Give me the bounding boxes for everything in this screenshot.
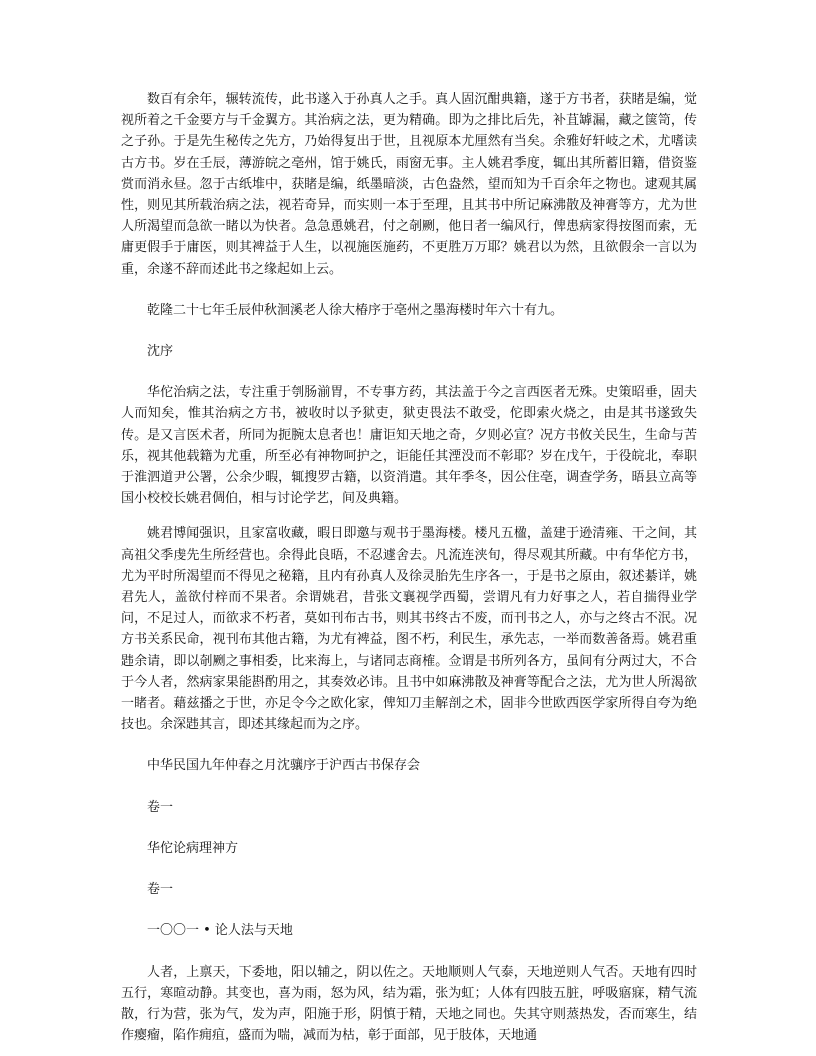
volume-heading: 卷一 [147, 799, 174, 815]
chapter-title: 一〇〇一 • 论人法与天地 [147, 923, 293, 939]
body-paragraph-shen-preface-2: 姚君博闻强识，且家富收藏，暇日即邀与观书于墨海楼。楼凡五楹，盖建于逊清雍、干之间，其高祖父季虔先生所经营也。余得此良晤，不忍遽舍去。凡流连浃旬，得尽观其所藏。中有华佗方书，尤为平时所渴望而不得见之秘籍，且内有孙真人及徐灵胎先生序各一，于是书之原由，叙述綦详，姚君先人，盖欲付梓而不果者。余谓姚君，昔张文襄视学西蜀，尝谓凡有力好事之人，若自揣得业学问，不足过人，而欲求不朽者，莫如刊布古书，则其书终古不废，而刊书之人，亦与之终古不泯。况方书关系民命，视刊布其他古籍，为尤有裨益，图不朽，利民生，承先志，一举而数善备焉。姚君重韪余请，即以剞劂之事相委，比来海上，与诸同志商榷。佥谓是书所列各方，虽间有分两过大，不合于今人者，然病家果能斟酌用之，其奏效必讳。且书中如麻沸散及神膏等配合之法，尤为世人所渴欲一睹者。藉兹播之于世，亦足令今之欧化家，俾知刀圭解剖之术，固非今世欧西医学家所得自夸为绝技也。余深韪其言，即述其缘起而为之序。 [121, 526, 697, 733]
volume-heading-repeat: 卷一 [147, 882, 174, 898]
xu-preface-signature: 乾隆二十七年壬辰仲秋洄溪老人徐大椿序于亳州之墨海楼时年六十有九。 [147, 302, 564, 318]
body-paragraph-sun-preface-continued: 数百有余年，辗转流传，此书遂入于孙真人之手。真人固沉酣典籍，遂于方书者，获睹是编，觉视所着之千金要方与千金翼方。其治病之法，更为精确。即为之排比后先，补苴罅漏，藏之箧笥，传之子孙。于是先生秘传之先方，乃始得复出于世，且视原本尤厘然有当矣。余雅好轩岐之术，尤嗜读古方书。岁在壬辰，薄游皖之亳州，馆于姚氏，雨窗无事。主人姚君季度，辄出其所蓄旧籍，借资鉴赏而消永昼。忽于古纸堆中，获睹是编，纸墨暗淡，古色盎然，望而知为千百余年之物也。逮观其属性，则见其所载治病之法，视若奇异，而实则一本于至理，且其书中所记麻沸散及神膏等方，尤为世人所渴望而急欲一睹以为快者。急急恿姚君，付之剞劂，他日者一编风行，俾患病家得按图而索，无庸更假手于庸医，则其裨益于人生，以视施医施药，不更胜万万耶？姚君以为然，且欲假余一言以为重，余遂不辞而述此书之缘起如上云。 [121, 92, 697, 277]
shen-preface-heading: 沈序 [147, 344, 174, 360]
body-paragraph-shen-preface-1: 华佗治病之法，专注重于刳肠湔胃，不专事方药，其法盖于今之言西医者无殊。史策昭垂，固夫人而知矣，惟其治病之方书，被收时以予狱吏，狱吏畏法不敢受，佗即索火烧之，由是其书遂致失传。是又言医术者，所同为扼腕太息者也！庸讵知天地之奇，夕则必宣？况方书攸关民生，生命与苦乐，视其他载籍为尤重，所至必有神物呵护之，讵能任其湮没而不彰耶？岁在戊午，于役皖北，奉职于淮泗道尹公署，公余少暇，辄搜罗古籍，以资消遣。其年季冬，因公住亳，调查学务，晤县立高等国小校校长姚君倜伯，相与讨论学艺，间及典籍。 [121, 385, 697, 507]
document-page [121, 89, 697, 1046]
shen-preface-signature: 中华民国九年仲春之月沈骧序于沪西古书保存会 [147, 758, 421, 774]
body-paragraph-chapter-1001: 人者，上禀天，下委地，阳以辅之，阴以佐之。天地顺则人气泰，天地逆则人气否。天地有四时五行，寒暄动静。其变也，喜为雨，怒为风，结为霜，张为虹；人体有四肢五脏，呼吸寤寐，精气流散，行为营，张为气，发为声，阳施于形，阴慎于精，天地之同也。失其守则蒸热发，否而寒生，结作瘿瘤，陷作痈疽，盛而为喘，减而为枯，彰于面部，见于肢体，天地通 [121, 964, 697, 1044]
book-section-title: 华佗论病理神方 [147, 840, 239, 856]
